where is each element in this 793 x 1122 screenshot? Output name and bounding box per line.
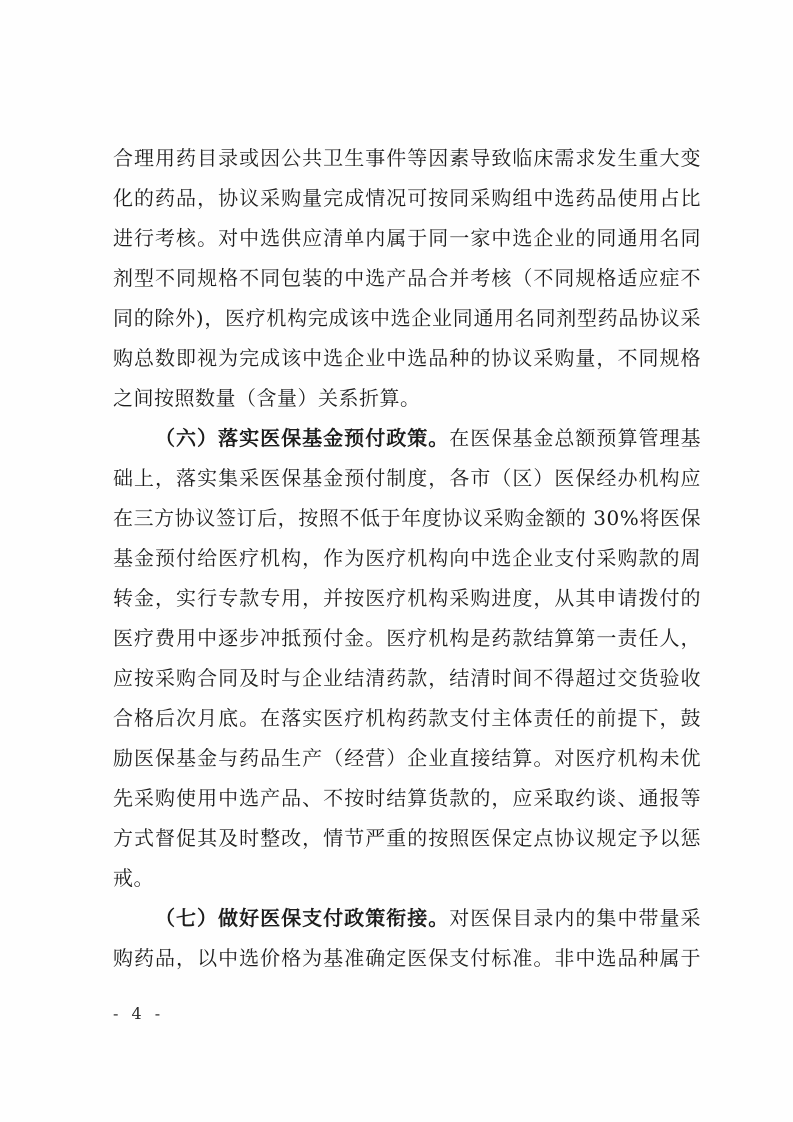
text-segment: 基金预付给医疗机构，作为医疗机构向中选企业支付采购款的周	[113, 546, 701, 570]
text-line	[113, 418, 701, 458]
text-segment: 同的除外)，医疗机构完成该中选企业同通用名同剂型药品协议采	[113, 306, 701, 330]
text-line	[113, 218, 701, 258]
text-line	[113, 338, 701, 378]
text-line	[113, 578, 701, 618]
text-line	[113, 458, 701, 498]
text-line	[113, 298, 701, 338]
text-segment: 在医保基金总额预算管理基	[449, 426, 701, 450]
text-segment: 之间按照数量（含量）关系折算。	[113, 386, 421, 410]
text-segment: 医疗费用中逐步冲抵预付金。医疗机构是药款结算第一责任人，	[113, 626, 701, 650]
text-segment: 励医保基金与药品生产（经营）企业直接结算。对医疗机构未优	[113, 746, 701, 770]
text-segment: 购总数即视为完成该中选企业中选品种的协议采购量，不同规格	[113, 346, 701, 370]
text-segment: 在三方协议签订后，按照不低于年度协议采购金额的 30%将医保	[113, 506, 701, 530]
text-segment: 合理用药目录或因公共卫生事件等因素导致临床需求发生重大变	[113, 146, 701, 170]
text-line	[113, 378, 701, 418]
text-segment: 进行考核。对中选供应清单内属于同一家中选企业的同通用名同	[113, 226, 701, 250]
text-line	[113, 138, 701, 178]
text-line	[113, 258, 701, 298]
text-line	[113, 938, 701, 978]
text-segment: 转金，实行专款专用，并按医疗机构采购进度，从其申请拨付的	[113, 586, 701, 610]
text-line	[113, 738, 701, 778]
text-line	[113, 698, 701, 738]
text-line	[113, 658, 701, 698]
text-line	[113, 618, 701, 658]
text-segment: 合格后次月底。在落实医疗机构药款支付主体责任的前提下，鼓	[113, 706, 701, 730]
text-segment: 戒。	[113, 866, 154, 890]
document-body	[113, 138, 701, 978]
text-segment: 剂型不同规格不同包装的中选产品合并考核（不同规格适应症不	[113, 266, 701, 290]
text-segment: 应按采购合同及时与企业结清药款，结清时间不得超过交货验收	[113, 666, 701, 690]
text-line	[113, 498, 701, 538]
text-line	[113, 818, 701, 858]
text-line	[113, 858, 701, 898]
text-segment: 方式督促其及时整改，情节严重的按照医保定点协议规定予以惩	[113, 826, 701, 850]
text-line	[113, 178, 701, 218]
page-number: - 4 -	[113, 1004, 165, 1023]
text-segment: 对医保目录内的集中带量采	[449, 906, 701, 930]
text-segment: 础上，落实集采医保基金预付制度，各市（区）医保经办机构应	[113, 466, 701, 490]
section-heading: （七）做好医保支付政策衔接。	[155, 906, 450, 930]
section-heading: （六）落实医保基金预付政策。	[155, 426, 450, 450]
text-segment: 先采购使用中选产品、不按时结算货款的，应采取约谈、通报等	[113, 786, 701, 810]
text-line	[113, 898, 701, 938]
text-segment: 化的药品，协议采购量完成情况可按同采购组中选药品使用占比	[113, 186, 701, 210]
text-line	[113, 538, 701, 578]
text-line	[113, 778, 701, 818]
text-segment: 购药品，以中选价格为基准确定医保支付标准。非中选品种属于	[113, 946, 701, 970]
